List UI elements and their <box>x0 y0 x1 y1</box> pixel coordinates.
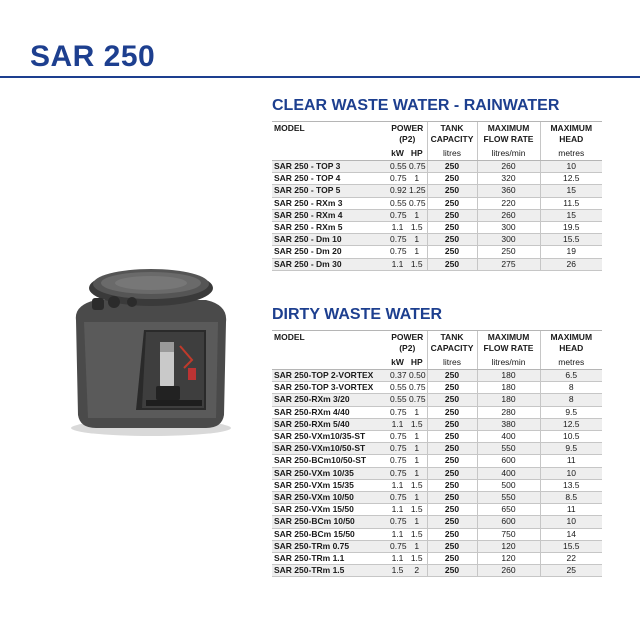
cell-model: SAR 250-RXm 4/40 <box>272 406 388 418</box>
cell-hp: 1.25 <box>409 185 426 196</box>
table-row <box>272 173 602 185</box>
cell-model: SAR 250 - Dm 20 <box>272 246 388 258</box>
cell-flow: 600 <box>477 455 540 467</box>
cell-model: SAR 250-TRm 1.1 <box>272 553 388 565</box>
cell-flow: 400 <box>477 467 540 479</box>
cell-hp: 0.75 <box>409 161 426 171</box>
table-row <box>272 492 602 504</box>
cell-flow: 260 <box>477 209 540 221</box>
cell-head: 15.5 <box>540 540 602 552</box>
cell-hp: 1 <box>407 431 427 443</box>
cell-tank: 250 <box>427 528 477 540</box>
cell-hp: 1 <box>407 443 427 455</box>
cell-head: 19 <box>540 246 602 258</box>
cell-tank: 250 <box>427 370 477 382</box>
cell-tank: 250 <box>427 553 477 565</box>
cell-model: SAR 250-RXm 3/20 <box>272 394 388 406</box>
cell-kw: 1.1 <box>388 553 407 565</box>
cell-kw: 1.1 <box>388 258 407 270</box>
cell-tank: 250 <box>427 443 477 455</box>
title-divider <box>0 76 640 78</box>
hp-header: HP <box>407 146 427 161</box>
cell-kw: 0.75 <box>390 516 407 527</box>
cell-tank: 250 <box>427 565 477 577</box>
cell-head: 8 <box>540 394 602 406</box>
flow-unit: litres/min <box>477 146 540 161</box>
cell-head: 26 <box>540 258 602 270</box>
cell-hp: 1 <box>407 246 427 258</box>
cell-flow: 250 <box>477 246 540 258</box>
cell-tank: 250 <box>427 222 477 234</box>
cell-flow: 300 <box>477 222 540 234</box>
cell-model: SAR 250-VXm10/35-ST <box>272 431 388 443</box>
cell-hp: 0.75 <box>409 382 426 393</box>
cell-model: SAR 250-BCm 10/50 <box>272 516 388 528</box>
cell-kw: 0.75 <box>390 406 407 417</box>
dirty-water-table <box>272 330 602 577</box>
cell-hp: 1 <box>407 492 427 504</box>
table-row <box>272 209 602 221</box>
flow-header: MAXIMUM FLOW RATE <box>477 331 540 356</box>
cell-head: 13.5 <box>540 479 602 491</box>
table-row <box>272 234 602 246</box>
cell-head: 10.5 <box>540 431 602 443</box>
cell-head: 6.5 <box>540 370 602 382</box>
cell-model: SAR 250-TRm 0.75 <box>272 540 388 552</box>
cell-head: 9.5 <box>540 443 602 455</box>
cell-model: SAR 250 - Dm 10 <box>272 234 388 246</box>
table-row <box>272 394 602 406</box>
cell-flow: 180 <box>477 382 540 394</box>
cell-kw: 0.75 <box>390 455 407 466</box>
cell-kw: 1.1 <box>388 222 407 234</box>
clear-water-table <box>272 121 602 271</box>
table-row <box>272 467 602 479</box>
cell-model: SAR 250 - RXm 5 <box>272 222 388 234</box>
tank-unit: litres <box>427 355 477 370</box>
cell-model: SAR 250-VXm 10/35 <box>272 467 388 479</box>
cell-head: 9.5 <box>540 406 602 418</box>
cell-model: SAR 250-BCm 15/50 <box>272 528 388 540</box>
cell-tank: 250 <box>427 394 477 406</box>
cell-hp: 1.5 <box>407 528 427 540</box>
table-row <box>272 540 602 552</box>
cell-flow: 120 <box>477 553 540 565</box>
cell-model: SAR 250 - TOP 4 <box>272 173 388 185</box>
cell-flow: 650 <box>477 504 540 516</box>
cell-hp: 1.5 <box>407 504 427 516</box>
cell-kw: 1.1 <box>388 418 407 430</box>
cell-head: 15 <box>540 185 602 197</box>
cell-tank: 250 <box>427 382 477 394</box>
table-row <box>272 185 602 197</box>
cell-hp: 1.5 <box>407 418 427 430</box>
page-title: SAR 250 <box>30 40 156 73</box>
cell-hp: 1 <box>407 209 427 221</box>
cell-head: 25 <box>540 565 602 577</box>
cell-hp: 1 <box>407 540 427 552</box>
cell-kw: 0.55 <box>390 161 407 171</box>
cell-model: SAR 250-VXm10/50-ST <box>272 443 388 455</box>
cell-head: 11 <box>540 455 602 467</box>
table-row <box>272 370 602 382</box>
cell-tank: 250 <box>427 467 477 479</box>
cell-flow: 180 <box>477 394 540 406</box>
table-row <box>272 455 602 467</box>
cell-kw: 0.75 <box>390 173 407 184</box>
power-header: POWER (P2) <box>388 122 427 147</box>
cell-tank: 250 <box>427 418 477 430</box>
cell-tank: 250 <box>427 161 477 173</box>
cell-hp: 1.5 <box>407 553 427 565</box>
cell-flow: 550 <box>477 443 540 455</box>
tank-unit: litres <box>427 146 477 161</box>
table-row <box>272 431 602 443</box>
cell-head: 11.5 <box>540 197 602 209</box>
cell-tank: 250 <box>427 197 477 209</box>
cell-tank: 250 <box>427 173 477 185</box>
head-header: MAXIMUM HEAD <box>540 122 602 147</box>
head-unit: metres <box>540 355 602 370</box>
hp-header: HP <box>407 355 427 370</box>
cell-head: 10 <box>540 161 602 173</box>
cell-kw: 0.55 <box>390 382 407 393</box>
cell-hp: 1 <box>407 406 427 418</box>
table-row <box>272 382 602 394</box>
cell-tank: 250 <box>427 246 477 258</box>
cell-hp: 1.5 <box>407 222 427 234</box>
tank-header: TANK CAPACITY <box>427 122 477 147</box>
cell-kw: 0.75 <box>390 209 407 220</box>
cell-tank: 250 <box>427 258 477 270</box>
cell-head: 12.5 <box>540 173 602 185</box>
cell-head: 10 <box>540 467 602 479</box>
cell-kw: 0.55 <box>390 197 407 208</box>
table-row <box>272 246 602 258</box>
cell-hp: 0.75 <box>409 197 426 208</box>
cell-flow: 260 <box>477 565 540 577</box>
cell-model: SAR 250 - Dm 30 <box>272 258 388 270</box>
cell-model: SAR 250-VXm 15/50 <box>272 504 388 516</box>
cell-kw: 0.75 <box>390 431 407 442</box>
table-row <box>272 553 602 565</box>
model-header: MODEL <box>272 331 388 356</box>
cell-kw: 0.55 <box>390 394 407 405</box>
table-row <box>272 197 602 209</box>
cell-tank: 250 <box>427 504 477 516</box>
head-unit: metres <box>540 146 602 161</box>
cell-kw: 1.5 <box>388 565 407 577</box>
cell-tank: 250 <box>427 431 477 443</box>
cell-kw: 0.75 <box>390 443 407 454</box>
cell-tank: 250 <box>427 516 477 528</box>
table-row <box>272 406 602 418</box>
cell-kw: 0.75 <box>390 234 407 245</box>
cell-head: 15 <box>540 209 602 221</box>
cell-kw: 1.1 <box>388 528 407 540</box>
cell-hp: 0.75 <box>409 394 426 405</box>
cell-tank: 250 <box>427 492 477 504</box>
cell-hp: 1 <box>407 234 427 246</box>
table-row <box>272 516 602 528</box>
cell-flow: 600 <box>477 516 540 528</box>
cell-head: 10 <box>540 516 602 528</box>
cell-flow: 300 <box>477 234 540 246</box>
cell-tank: 250 <box>427 455 477 467</box>
table-row <box>272 565 602 577</box>
cell-model: SAR 250-VXm 15/35 <box>272 479 388 491</box>
cell-hp: 2 <box>407 565 427 577</box>
table-row <box>272 222 602 234</box>
cell-model: SAR 250 - RXm 4 <box>272 209 388 221</box>
dirty-water-section-title: DIRTY WASTE WATER <box>272 306 443 323</box>
cell-kw: 0.75 <box>390 492 407 503</box>
cell-head: 15.5 <box>540 234 602 246</box>
flow-header: MAXIMUM FLOW RATE <box>477 122 540 147</box>
kw-header: kW <box>388 355 407 370</box>
flow-unit: litres/min <box>477 355 540 370</box>
cell-flow: 360 <box>477 185 540 197</box>
cell-flow: 750 <box>477 528 540 540</box>
table-row <box>272 443 602 455</box>
cell-kw: 0.92 <box>390 185 407 196</box>
cell-tank: 250 <box>427 540 477 552</box>
cell-model: SAR 250-VXm 10/50 <box>272 492 388 504</box>
cell-model: SAR 250-BCm10/50-ST <box>272 455 388 467</box>
cell-model: SAR 250 - RXm 3 <box>272 197 388 209</box>
model-header: MODEL <box>272 122 388 147</box>
cell-flow: 180 <box>477 370 540 382</box>
cell-tank: 250 <box>427 185 477 197</box>
table-row <box>272 528 602 540</box>
cell-tank: 250 <box>427 406 477 418</box>
power-header: POWER (P2) <box>388 331 427 356</box>
cell-flow: 500 <box>477 479 540 491</box>
cell-flow: 380 <box>477 418 540 430</box>
cell-head: 11 <box>540 504 602 516</box>
head-header: MAXIMUM HEAD <box>540 331 602 356</box>
cell-tank: 250 <box>427 479 477 491</box>
cell-head: 14 <box>540 528 602 540</box>
cell-model: SAR 250-TOP 3-VORTEX <box>272 382 388 394</box>
clear-water-section-title: CLEAR WASTE WATER - RAINWATER <box>272 97 560 114</box>
cell-hp: 0.50 <box>409 370 426 380</box>
sewage-lifting-station-icon <box>56 250 246 440</box>
cell-model: SAR 250 - TOP 5 <box>272 185 388 197</box>
cell-hp: 1 <box>407 173 427 185</box>
cell-kw: 0.75 <box>390 246 407 257</box>
cell-kw: 0.37 <box>390 370 407 380</box>
cell-tank: 250 <box>427 209 477 221</box>
cell-flow: 320 <box>477 173 540 185</box>
cell-flow: 275 <box>477 258 540 270</box>
cell-head: 22 <box>540 553 602 565</box>
table-row <box>272 258 602 270</box>
table-row <box>272 418 602 430</box>
cell-flow: 260 <box>477 161 540 173</box>
cell-hp: 1 <box>407 467 427 479</box>
cell-kw: 0.75 <box>390 540 407 551</box>
cell-hp: 1 <box>407 455 427 467</box>
cell-flow: 400 <box>477 431 540 443</box>
tank-header: TANK CAPACITY <box>427 331 477 356</box>
cell-hp: 1.5 <box>407 479 427 491</box>
cell-head: 19.5 <box>540 222 602 234</box>
table-row <box>272 161 602 173</box>
cell-head: 8.5 <box>540 492 602 504</box>
cell-hp: 1.5 <box>407 258 427 270</box>
cell-head: 8 <box>540 382 602 394</box>
kw-header: kW <box>388 146 407 161</box>
cell-flow: 220 <box>477 197 540 209</box>
cell-model: SAR 250-TOP 2-VORTEX <box>272 370 388 382</box>
cell-kw: 1.1 <box>388 504 407 516</box>
table-row <box>272 479 602 491</box>
table-row <box>272 504 602 516</box>
cell-kw: 0.75 <box>390 467 407 478</box>
cell-flow: 280 <box>477 406 540 418</box>
cell-flow: 550 <box>477 492 540 504</box>
cell-tank: 250 <box>427 234 477 246</box>
cell-flow: 120 <box>477 540 540 552</box>
cell-model: SAR 250-RXm 5/40 <box>272 418 388 430</box>
cell-head: 12.5 <box>540 418 602 430</box>
cell-hp: 1 <box>407 516 427 528</box>
cell-kw: 1.1 <box>388 479 407 491</box>
cell-model: SAR 250-TRm 1.5 <box>272 565 388 577</box>
cell-model: SAR 250 - TOP 3 <box>272 161 388 173</box>
